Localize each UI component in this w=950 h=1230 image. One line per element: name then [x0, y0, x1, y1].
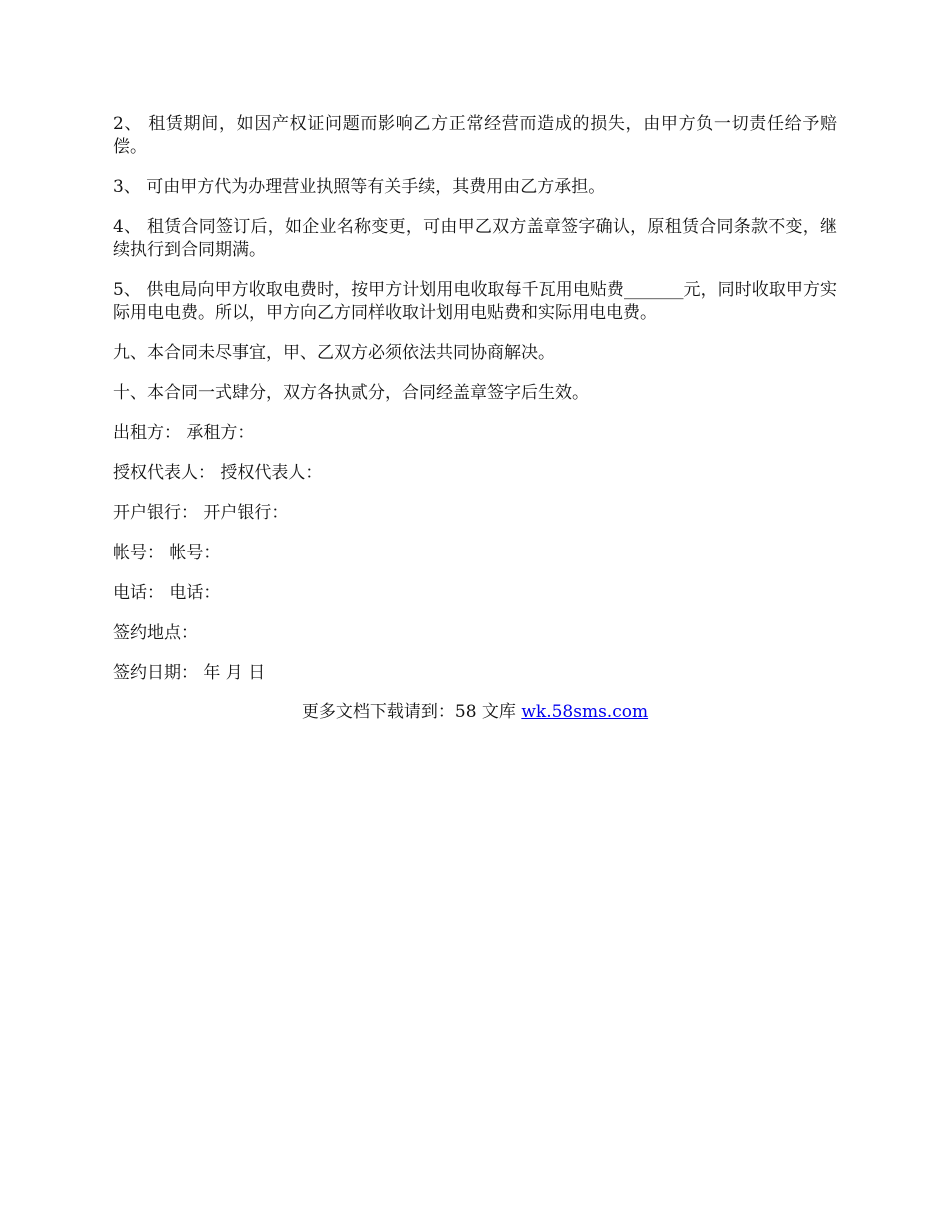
- footer-link[interactable]: wk.58sms.com: [521, 702, 649, 722]
- footer-prefix: 更多文档下载请到：58 文库: [301, 702, 522, 722]
- clause-5: 5、 供电局向甲方收取电费时，按甲方计划用电收取每千瓦用电贴费_______元，同时收取甲方实际用电电费。所以，甲方向乙方同样收取计划用电贴费和实际用电电费。: [113, 280, 837, 323]
- clause-ten: 十、本合同一式肆分，双方各执贰分，合同经盖章签字后生效。: [113, 383, 589, 403]
- signing-place-line: 签约地点：: [113, 623, 198, 643]
- bank-line: 开户银行： 开户银行：: [113, 503, 289, 523]
- clause-2: 2、 租赁期间，如因产权证问题而影响乙方正常经营而造成的损失，由甲方负一切责任给予赔偿。: [113, 114, 837, 157]
- clause-4: 4、 租赁合同签订后，如企业名称变更，可由甲乙双方盖章签字确认，原租赁合同条款不变，继续执行到合同期满。: [113, 217, 837, 260]
- signing-date-line: 签约日期： 年 月 日: [113, 663, 266, 683]
- clause-nine: 九、本合同未尽事宜，甲、乙双方必须依法共同协商解决。: [113, 343, 555, 363]
- lessor-lessee-line: 出租方： 承租方：: [113, 423, 255, 443]
- download-footer: [0, 701, 950, 724]
- clause-3: 3、 可由甲方代为办理营业执照等有关手续，其费用由乙方承担。: [113, 177, 606, 197]
- representative-line: 授权代表人： 授权代表人：: [113, 463, 323, 483]
- account-line: 帐号： 帐号：: [113, 543, 221, 563]
- phone-line: 电话： 电话：: [113, 583, 221, 603]
- document-body: [113, 113, 837, 702]
